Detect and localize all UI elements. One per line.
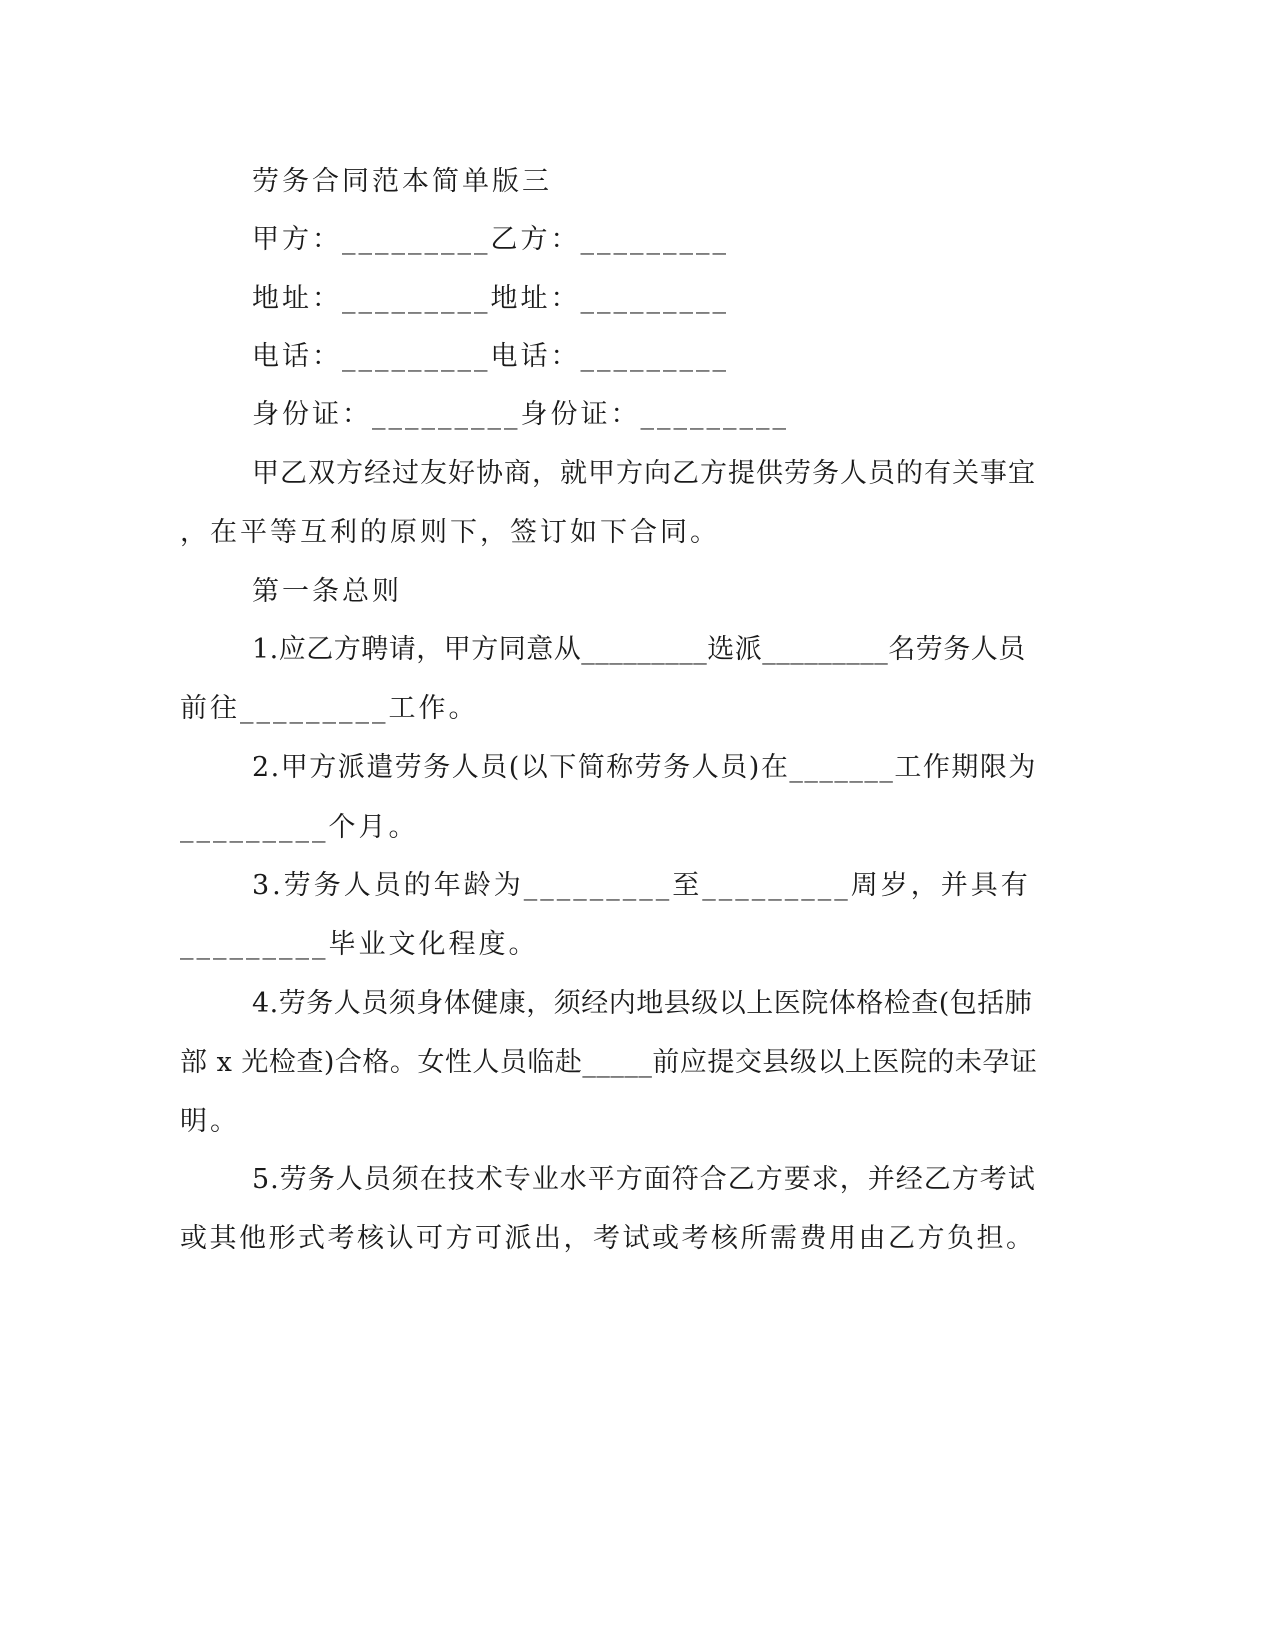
party-a-b-field: 甲方：_________乙方：_________ <box>252 224 729 255</box>
document-title: 劳务合同范本简单版三 <box>252 166 552 197</box>
clause-3-line2: _________毕业文化程度。 <box>180 929 539 960</box>
clause-3-line1: 3.劳务人员的年龄为_________至_________周岁，并具有 <box>252 870 1031 901</box>
section-heading: 第一条总则 <box>252 576 402 607</box>
id-card-field: 身份证：_________身份证：_________ <box>252 399 789 430</box>
clause-4-line2: 部 x 光检查)合格。女性人员临赴_____前应提交县级以上医院的未孕证 <box>180 1047 1038 1078</box>
phone-field: 电话：_________电话：_________ <box>252 341 729 372</box>
clause-1-line1: 1.应乙方聘请，甲方同意从_________选派_________名劳务人员 <box>252 634 1026 665</box>
clause-2-line2: _________个月。 <box>180 812 419 843</box>
clause-5-line1: 5.劳务人员须在技术专业水平方面符合乙方要求，并经乙方考试 <box>252 1164 1036 1195</box>
address-field: 地址：_________地址：_________ <box>252 283 729 314</box>
clause-4-line3: 明。 <box>180 1106 240 1137</box>
clause-5-line2: 或其他形式考核认可方可派出，考试或考核所需费用由乙方负担。 <box>180 1223 1036 1254</box>
intro-paragraph-line2: ，在平等互利的原则下，签订如下合同。 <box>180 517 720 548</box>
clause-4-line1: 4.劳务人员须身体健康，须经内地县级以上医院体格检查(包括肺 <box>252 988 1033 1019</box>
clause-2-line1: 2.甲方派遣劳务人员(以下简称劳务人员)在_______工作期限为 <box>252 752 1037 783</box>
clause-1-line2: 前往_________工作。 <box>180 693 479 724</box>
intro-paragraph-line1: 甲乙双方经过友好协商，就甲方向乙方提供劳务人员的有关事宜 <box>252 458 1036 489</box>
